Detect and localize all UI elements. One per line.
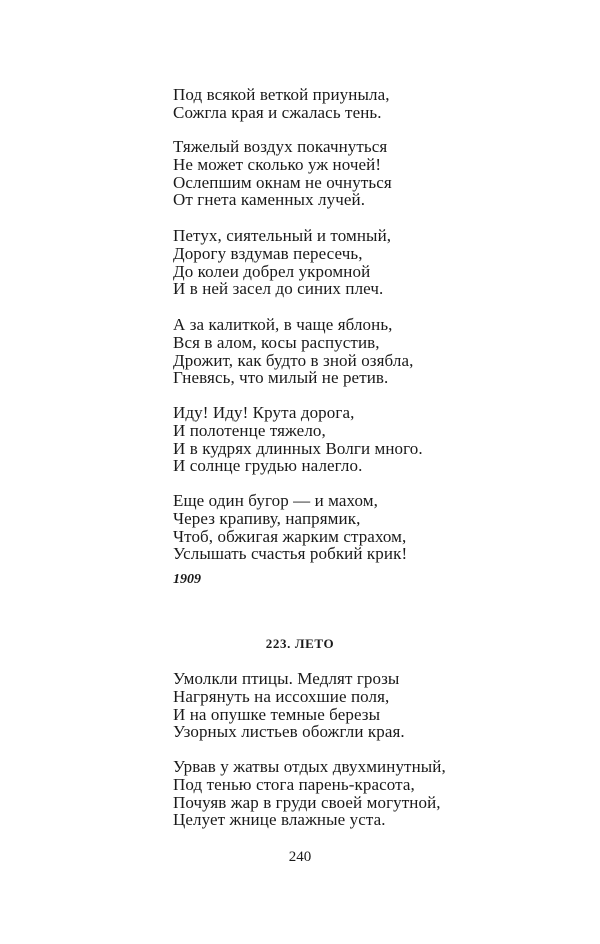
verse-line: Дорогу вздумав пересечь,	[173, 243, 363, 263]
verse-line: Тяжелый воздух покачнуться	[173, 137, 388, 156]
stanza	[173, 492, 407, 563]
verse-line: И в ней засел до синих плеч.	[173, 279, 384, 299]
verse-line: Сожгла края и сжалась тень.	[173, 102, 382, 122]
verse-line: И на опушке темные березы	[173, 704, 381, 724]
verse-line: Петух, сиятельный и томный,	[173, 226, 392, 245]
stanza	[173, 758, 446, 829]
verse-line: От гнета каменных лучей.	[173, 190, 366, 210]
verse-line: Через крапиву, напрямик,	[173, 508, 361, 528]
verse-line: Почуяв жар в груди своей могутной,	[173, 792, 441, 812]
verse-line: Урвав у жатвы отдых двухминутный,	[173, 757, 446, 776]
poem-title: ЛЕТО	[294, 636, 335, 651]
stanza	[173, 670, 405, 741]
verse-line: Еще один бугор — и махом,	[173, 491, 378, 510]
stanza	[173, 86, 390, 122]
verse-line: Иду! Иду! Крута дорога,	[173, 403, 355, 422]
verse-line: До колеи добрел укромной	[173, 261, 371, 281]
page-number: 240	[288, 849, 312, 865]
verse-line: Вся в алом, косы распустив,	[173, 332, 380, 352]
verse-line: Дрожит, как будто в зной озябла,	[173, 350, 414, 370]
verse-line: И полотенце тяжело,	[173, 420, 326, 440]
stanza	[173, 316, 413, 387]
verse-line: И в кудрях длинных Волги много.	[173, 438, 423, 458]
verse-line: Ослепшим окнам не очнуться	[173, 172, 392, 192]
verse-line: Услышать счастья робкий крик!	[173, 544, 408, 564]
verse-line: Нагрянуть на иссохшие поля,	[173, 686, 390, 706]
verse-line: Под всякой веткой приуныла,	[173, 85, 390, 104]
verse-line: Не может сколько уж ночей!	[173, 154, 382, 174]
stanza	[173, 138, 392, 209]
stanza	[173, 227, 391, 298]
verse-line: Умолкли птицы. Медлят грозы	[173, 669, 400, 688]
poem-year: 1909	[173, 572, 201, 587]
verse-line: Чтоб, обжигая жарким страхом,	[173, 526, 407, 546]
poem-number: 223.	[265, 636, 291, 651]
verse-line: Под тенью стога парень-красота,	[173, 774, 415, 794]
verse-line: И солнце грудью налегло.	[173, 456, 363, 476]
verse-line: Гневясь, что милый не ретив.	[173, 368, 389, 388]
stanza	[173, 404, 423, 475]
poem-heading	[0, 636, 600, 652]
verse-line: А за калиткой, в чаще яблонь,	[173, 315, 393, 334]
verse-line: Узорных листьев обожгли края.	[173, 722, 405, 742]
verse-line: Целует жнице влажные уста.	[173, 810, 386, 830]
